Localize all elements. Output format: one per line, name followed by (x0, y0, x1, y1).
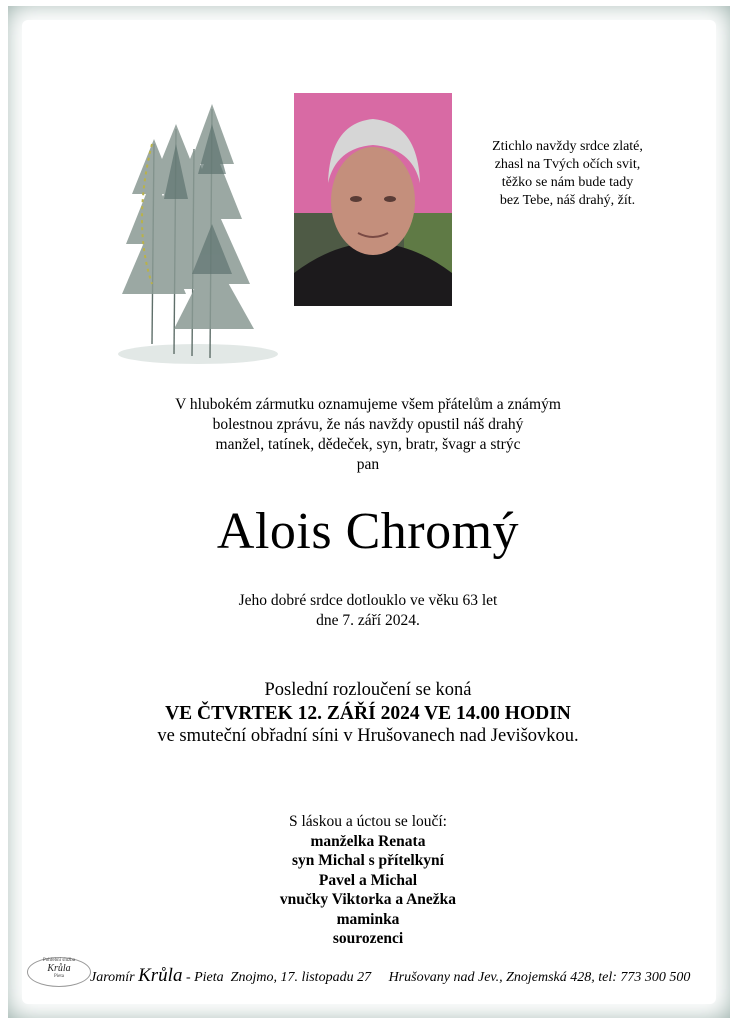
death-info-line: dne 7. září 2024. (316, 612, 420, 629)
death-info-line: Jeho dobré srdce dotlouklo ve věku 63 let (238, 592, 498, 609)
logo-bottom-text: Pieta (54, 974, 64, 979)
mourner: vnučky Viktorka a Anežka (279, 891, 457, 908)
mourners-intro: S láskou a úctou se loučí: (289, 813, 447, 830)
footer-rest: - Pieta Znojmo, 17. listopadu 27 Hrušovany nad Jev., Znojemská 428, tel: 773 300 500 (185, 970, 691, 985)
announcement-line: manžel, tatínek, dědeček, syn, bratr, švagr a strýc (215, 436, 521, 453)
verse-line: bez Tebe, náš drahý, žít. (499, 193, 636, 208)
farewell-datetime: VE ČTVRTEK 12. ZÁŘÍ 2024 VE 14.00 HODIN (165, 703, 571, 724)
farewell-info (0, 679, 736, 748)
mourner: syn Michal s přítelkyní (291, 852, 444, 869)
footer-brand: Krůla (138, 965, 183, 986)
logo-brand: Krůla (47, 963, 71, 974)
deceased-name: Alois Chromý (216, 503, 520, 560)
memorial-verse (470, 138, 665, 210)
funeral-service-logo (27, 957, 91, 987)
portrait-photo (294, 93, 452, 306)
farewell-intro: Poslední rozloučení se koná (264, 680, 472, 700)
logo-top-text: Pohřební služba (42, 958, 76, 963)
trees-illustration (112, 104, 284, 374)
mourner: Pavel a Michal (318, 871, 418, 889)
verse-line: zhasl na Tvých očích svit, (494, 157, 641, 172)
verse-line: Ztichlo navždy srdce zlaté, (492, 139, 643, 154)
footer-prefix: Jaromír (90, 970, 135, 985)
mourner: manželka Renata (310, 832, 426, 850)
mourner: maminka (336, 910, 400, 928)
announcement-text (0, 395, 736, 475)
announcement-line: bolestnou zprávu, že nás navždy opustil náš drahý (212, 416, 524, 433)
mourners-list (0, 812, 736, 949)
announcement-line: pan (356, 456, 380, 473)
announcement-line: V hlubokém zármutku oznamujeme všem přátelům a známým (175, 396, 561, 413)
footer-contact (90, 965, 720, 987)
verse-line: těžko se nám bude tady (501, 175, 634, 190)
farewell-place: ve smuteční obřadní síni v Hrušovanech nad Jevišovkou. (157, 726, 579, 746)
death-info (0, 591, 736, 631)
mourner: sourozenci (332, 930, 404, 947)
